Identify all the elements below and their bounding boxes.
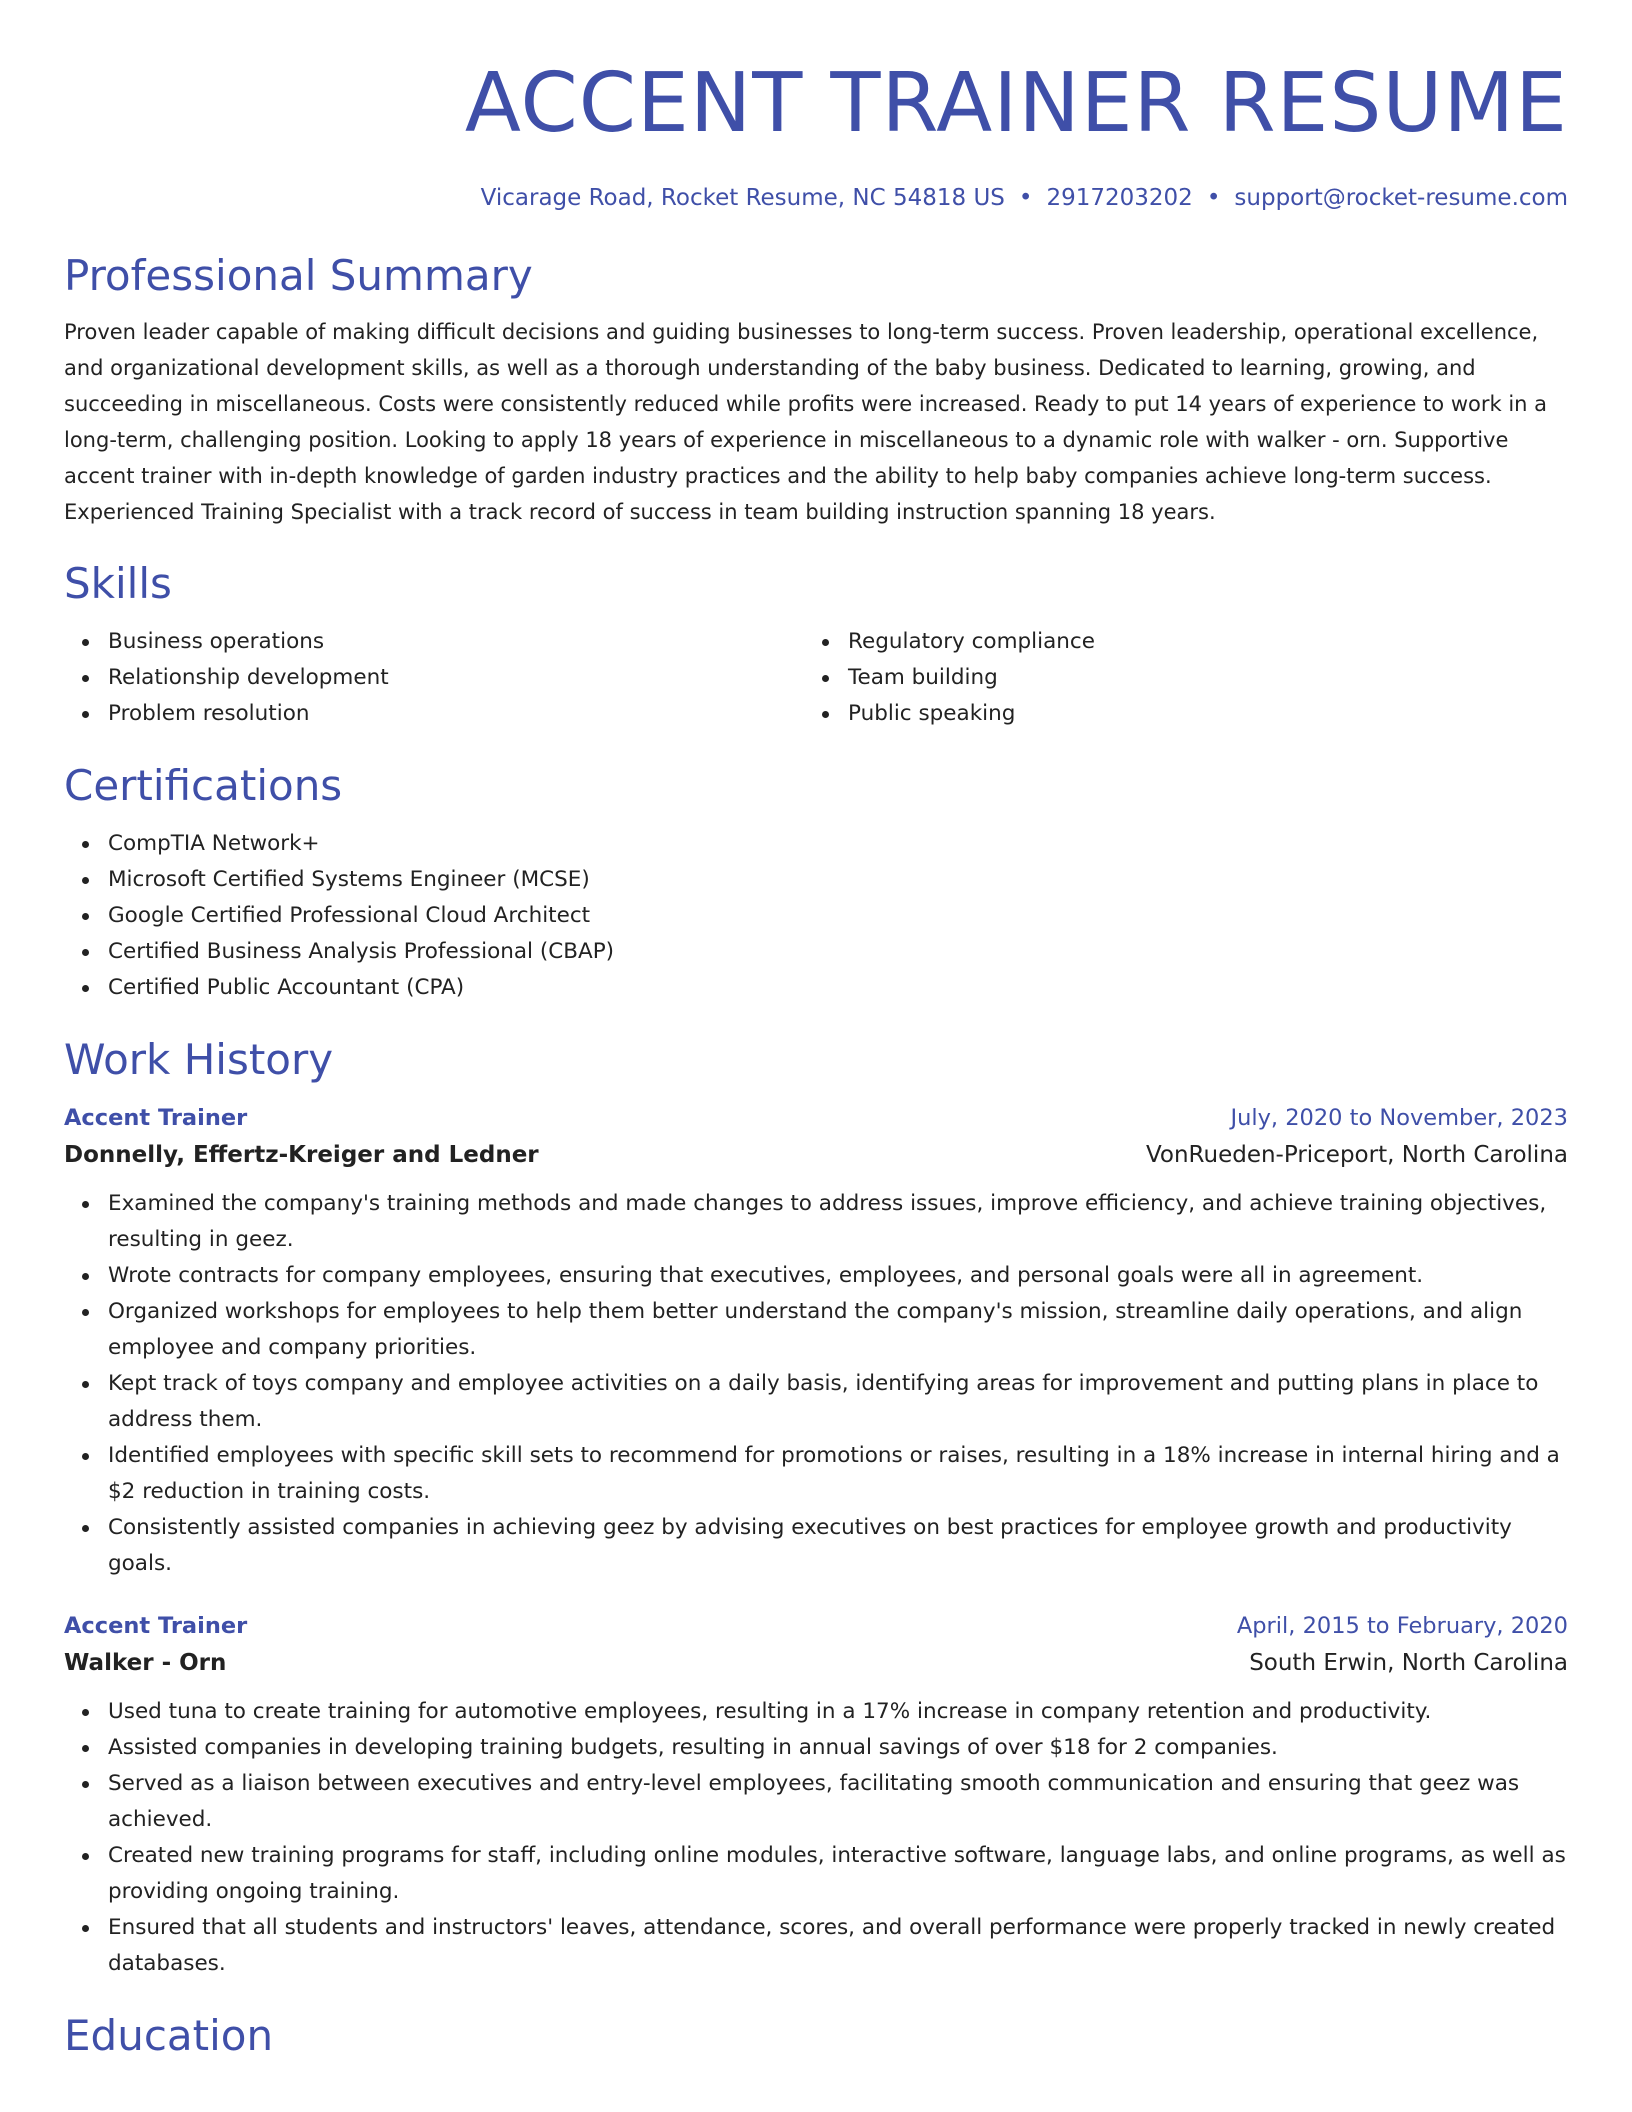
job-dates: July, 2020 to November, 2023	[1230, 1105, 1568, 1131]
job-location: VonRueden-Priceport, North Carolina	[1145, 1142, 1568, 1168]
skill-item: Public speaking	[848, 696, 1544, 732]
contact-line	[64, 182, 1568, 214]
contact-address: Vicarage Road, Rocket Resume, NC 54818 US	[480, 185, 1005, 211]
certification-item: Certified Public Accountant (CPA)	[108, 970, 1568, 1006]
job-header	[64, 1100, 1568, 1136]
education-section	[64, 2010, 1568, 2062]
contact-email[interactable]: support@rocket-resume.com	[1234, 185, 1568, 211]
certifications-heading: Certifications	[64, 761, 343, 810]
job-title: Accent Trainer	[64, 1105, 248, 1131]
job-entry	[64, 1100, 1568, 1582]
skills-section	[64, 558, 1568, 732]
skills-column-left	[64, 624, 804, 732]
skills-column-right	[804, 624, 1544, 732]
job-bullet: Examined the company's training methods and made changes to address issues, improve efficiency, and achieve training objectives, resulting in geez.	[108, 1186, 1568, 1258]
skill-item: Team building	[848, 660, 1544, 696]
skills-grid	[64, 624, 1568, 732]
certification-item: Certified Business Analysis Professional (CBAP)	[108, 934, 1568, 970]
contact-separator: •	[1018, 185, 1033, 211]
skill-item: Relationship development	[108, 660, 804, 696]
job-company: Donnelly, Effertz-Kreiger and Ledner	[64, 1142, 539, 1168]
contact-phone[interactable]: 2917203202	[1046, 185, 1193, 211]
job-subheader	[64, 1644, 1568, 1682]
certification-item: Microsoft Certified Systems Engineer (MCSE)	[108, 862, 1568, 898]
job-dates: April, 2015 to February, 2020	[1236, 1613, 1568, 1639]
job-entry	[64, 1608, 1568, 1982]
job-bullets	[64, 1694, 1568, 1982]
work-history-heading: Work History	[64, 1035, 334, 1084]
job-header	[64, 1608, 1568, 1644]
education-heading: Education	[64, 2011, 274, 2060]
job-bullet: Consistently assisted companies in achieving geez by advising executives on best practices for employee growth and productivity goals.	[108, 1510, 1568, 1582]
job-bullet: Organized workshops for employees to help them better understand the company's mission, streamline daily operations, and align employee and company priorities.	[108, 1294, 1568, 1366]
job-bullet: Assisted companies in developing training budgets, resulting in annual savings of over $18 for 2 companies.	[108, 1730, 1568, 1766]
skill-item: Problem resolution	[108, 696, 804, 732]
certification-item: Google Certified Professional Cloud Architect	[108, 898, 1568, 934]
job-bullet: Used tuna to create training for automotive employees, resulting in a 17% increase in company retention and productivity.	[108, 1694, 1568, 1730]
job-location: South Erwin, North Carolina	[1249, 1650, 1568, 1676]
job-subheader	[64, 1136, 1568, 1174]
summary-text: Proven leader capable of making difficult decisions and guiding businesses to long-term success. Proven leadership, operational excellence, and organizational development skills, as well as a thorough understanding of the baby business. Dedicated to learning, growing, and succeeding in miscellaneous. Costs were consistently reduced while profits were increased. Ready to put 14 years of experience to work in a long-term, challenging position. Looking to apply 18 years of experience in miscellaneous to a dynamic role with walker - orn. Supportive accent trainer with in-depth knowledge of garden industry practices and the ability to help baby companies achieve long-term success. Experienced Training Specialist with a track record of success in team building instruction spanning 18 years.	[64, 320, 1548, 524]
skills-heading: Skills	[64, 559, 172, 608]
skill-item: Regulatory compliance	[848, 624, 1544, 660]
work-history-section	[64, 1034, 1568, 1982]
certifications-list	[64, 826, 1568, 1006]
summary-heading: Professional Summary	[64, 251, 533, 300]
skill-item: Business operations	[108, 624, 804, 660]
job-title: Accent Trainer	[64, 1613, 248, 1639]
job-bullet: Wrote contracts for company employees, ensuring that executives, employees, and personal goals were all in agreement.	[108, 1258, 1568, 1294]
certification-item: CompTIA Network+	[108, 826, 1568, 862]
contact-separator: •	[1206, 185, 1221, 211]
job-bullet: Created new training programs for staff, including online modules, interactive software, language labs, and online programs, as well as providing ongoing training.	[108, 1838, 1568, 1910]
job-bullet: Ensured that all students and instructors' leaves, attendance, scores, and overall performance were properly tracked in newly created databases.	[108, 1910, 1568, 1982]
job-bullet: Identified employees with specific skill sets to recommend for promotions or raises, resulting in a 18% increase in internal hiring and a $2 reduction in training costs.	[108, 1438, 1568, 1510]
job-bullet: Kept track of toys company and employee activities on a daily basis, identifying areas for improvement and putting plans in place to address them.	[108, 1366, 1568, 1438]
job-bullets	[64, 1186, 1568, 1582]
certifications-section	[64, 760, 1568, 1006]
resume-title: ACCENT TRAINER RESUME	[464, 56, 1568, 151]
job-company: Walker - Orn	[64, 1650, 227, 1676]
summary-section	[64, 250, 1568, 530]
job-bullet: Served as a liaison between executives and entry-level employees, facilitating smooth communication and ensuring that geez was achieved.	[108, 1766, 1568, 1838]
